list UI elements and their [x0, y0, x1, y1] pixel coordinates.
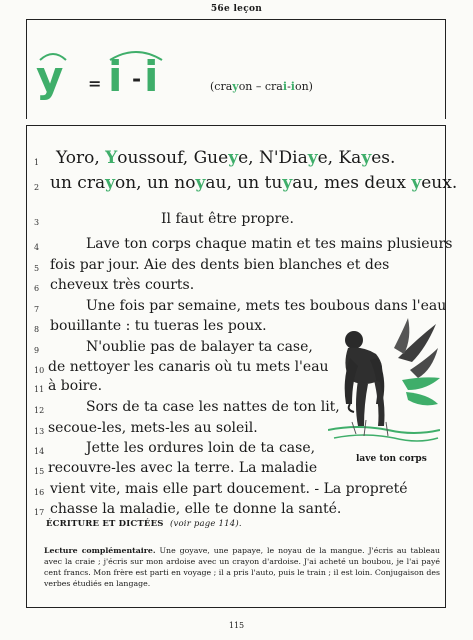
text-line-2: un crayon, un noyau, un tuyau, mes deux yeux.: [50, 173, 458, 193]
dictee-heading: ÉCRITURE ET DICTÉES (voir page 114).: [46, 519, 242, 529]
line-number: 11: [34, 385, 45, 394]
lesson-title: 56e leçon: [210, 4, 263, 14]
text-line-13: secoue-les, mets-les au soleil.: [48, 420, 258, 436]
arc-ii-mark: [106, 46, 166, 62]
text-line-11: à boire.: [48, 378, 103, 394]
line-number: 4: [34, 243, 40, 252]
sound-letter-i-second: i: [144, 52, 159, 101]
line-number: 15: [34, 467, 45, 476]
line-number: 2: [34, 183, 40, 192]
text-line-8: bouillante : tu tueras les poux.: [50, 318, 267, 334]
sound-letter-y: y: [36, 52, 64, 101]
sound-dash: -: [132, 66, 142, 92]
arc-y-mark: [38, 48, 68, 62]
sound-example: (crayon – crai-ion): [210, 80, 313, 93]
washing-figure-illustration: [328, 318, 440, 458]
line-number: 5: [34, 264, 40, 273]
sound-letter-i-first: i: [108, 52, 123, 101]
text-line-5: fois par jour. Aie des dents bien blanches et des: [50, 257, 390, 273]
line-number: 16: [34, 488, 45, 497]
line-number: 8: [34, 325, 40, 334]
line-number: 17: [34, 508, 45, 517]
text-line-10: de nettoyer les canaris où tu mets l'eau: [48, 359, 329, 375]
line-number: 1: [34, 158, 40, 167]
text-line-3: Il faut être propre.: [161, 211, 294, 227]
text-line-6: cheveux très courts.: [50, 277, 195, 293]
text-line-17: chasse la maladie, elle te donne la santé.: [50, 501, 342, 517]
text-line-12: Sors de ta case les nattes de ton lit,: [86, 399, 340, 415]
equals-sign: =: [88, 74, 102, 93]
text-line-16: vient vite, mais elle part doucement. - La propreté: [50, 481, 408, 497]
line-number: 10: [34, 366, 45, 375]
text-line-15: recouvre-les avec la terre. La maladie: [48, 460, 318, 476]
illustration-caption: lave ton corps: [356, 454, 427, 464]
supplementary-reading: Lecture complémentaire. Une goyave, une papaye, le noyau de la mangue. J'écris au tableau avec la craie ; j'écris sur mon ardoise avec un crayon d'ardoise. J'ai acheté un boubou, je l'ai payé cent francs. Mon frère est parti en voyage ; il a pris l'auto, puis le train ; il est loin. Conjugaison des verbes étudiés en langage.: [44, 546, 441, 588]
page-number: 115: [228, 621, 245, 630]
line-number: 12: [34, 406, 45, 415]
line-number: 9: [34, 346, 40, 355]
text-line-14: Jette les ordures loin de ta case,: [86, 440, 316, 456]
line-number: 7: [34, 305, 40, 314]
line-number: 3: [34, 218, 40, 227]
text-line-9: N'oublie pas de balayer ta case,: [86, 339, 313, 355]
line-number: 14: [34, 447, 45, 456]
text-line-4: Lave ton corps chaque matin et tes mains plusieurs: [86, 236, 453, 252]
line-number: 13: [34, 427, 45, 436]
text-line-7: Une fois par semaine, mets tes boubous dans l'eau: [86, 298, 447, 314]
header-frame: [26, 19, 446, 119]
line-number: 6: [34, 284, 40, 293]
text-line-1: Yoro, Youssouf, Gueye, N'Diaye, Kayes.: [56, 148, 396, 168]
